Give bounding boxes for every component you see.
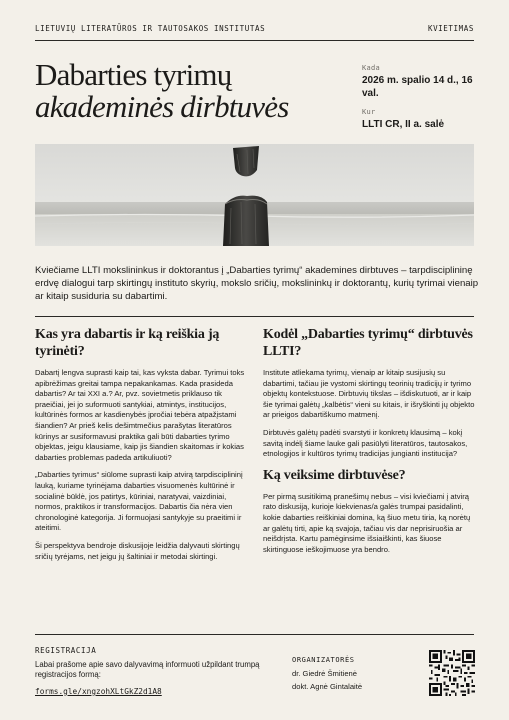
bottom-divider [35,634,474,635]
where-label: Kur [362,108,376,116]
left-column [35,326,247,569]
intro-text: Kviečiame LLTI mokslininkus ir doktorantus į „Dabarties tyrimų“ akademines dirbtuves – tarpdisciplininę erdvę dialogui tarp skirtingų instituto skyrių, mokslo sričių, mokslininkų ir doktorantų, kurių tyrimai vienaip ar kitaip susiduria su dabartimi. [35,265,479,302]
right-heading-why: Kodėl „Dabarties tyrimų“ dirbtuvės LLTI? [263,327,473,359]
institute-name: LIETUVIŲ LITERATŪROS IR TAUTOSAKOS INSTITUTAS [35,24,266,33]
when-value: 2026 m. spalio 14 d., 16 val. [362,75,473,99]
broken-post-photo-icon [35,144,474,246]
title-line-2: akademinės dirbtuvės [35,89,289,124]
right-paragraph: Per pirmą susitikimą pranešimų nebus – visi kviečiami į atvirą rato diskusiją, kurioje kiekvienas/a galės trumpai pasidalinti, kokie dabarties reiškiniai domina, ką šiuo metu tiria, ką norėtų ar galėtų tirti, apie ką svajoja, tačiau vis dar neprisiruošia ar neišdrįsta. Kartu pamėginsime išsiaiškinti, kas šiuose skirtinguose ieškojimuose yra bendro. [263,491,471,554]
right-paragraph: Dirbtuvės galėtų padėti svarstyti ir konkretų klausimą – kokį savitą indėlį šiame lauke gali pasiūlyti literatūros, tautosakos, etnologijos ir kultūros tyrimų tradicijas jungianti institucija? [263,427,468,459]
when-label: Kada [362,64,381,72]
right-paragraph: Institute atliekama tyrimų, vienaip ar kitaip susijusių su dabartimi, tačiau jie vystomi skirtingų teorinių tradicijų ir tyrimo objektų kontekstuose. Dirbtuvių tikslas – išdiskutuoti, ar ir kaip šie tyrimai galėtų „kalbėtis“ vieni su kitais, ir išryškinti jų objekto ar prieigos dabartiškumo matmenį. [263,368,475,420]
left-paragraph: „Dabarties tyrimus“ siūlome suprasti kaip atvirą tarpdisciplininį lauką, kuriame tyrinėjama dabarties visuomenės kultūrinė ir socialinė būklė, jos patirtys, kūriniai, naratyvai, vaizdiniai, normos, praktikos ir transformacijos. Dabartis čia nėra vien chronologinė kategorija. Ji formuojasi santykyje su praeitimi ir ateitimi. [35,470,243,533]
title-line-1: Dabarties tyrimų [35,57,232,92]
qr-code-icon[interactable] [429,650,475,696]
registration-text: Labai prašome apie savo dalyvavimą informuoti užpildant trumpą registracijos formą: [35,660,260,680]
right-heading-what: Ką veiksime dirbtuvėse? [263,467,406,483]
organizer-name: dokt. Agnė Gintalaitė [292,681,363,691]
registration-block [35,646,265,699]
registration-link[interactable]: forms.gle/xngzohXLtGkZ2d1A8 [35,686,162,696]
top-divider [35,40,474,41]
left-paragraph: Ši perspektyva bendroje diskusijoje leidžia dalyvauti skirtingų sričių tyrėjams, net jeigu jų šaltiniai ir metodai skirtingi. [35,540,240,561]
left-heading: Kas yra dabartis ir ką reiškia ją tyrinėti? [35,327,220,359]
left-paragraph: Dabartį lengva suprasti kaip tai, kas vyksta dabar. Tyrimui toks apibrėžimas greitai tampa nepakankamas. Kada prasideda dabartis? Ar tai XXI a.? Ar, pvz. sovietmetis priklauso tik praeičiai, jei jo suformuoti santykiai, atmintys, institucijos, kultūrinės formos ar kasdienybės įpročiai tebėra atpažįstami šiandien? Ar prieš kelis dešimtmečius parašytas literatūros kūrinys ar susiformavusi praktika gali būti dabarties tyrimo objektas, jeigu klausiame, kaip jis šiandien skaitomas ir kokias dabarties problemas padeda artikuliuoti? [35,368,245,462]
top-bar [35,24,474,33]
hero-photo [35,144,474,246]
where-value: LLTI CR, II a. salė [362,119,445,130]
organizers-label: ORGANIZATORĖS [292,656,355,664]
right-column [263,326,475,562]
organizers-block [292,656,412,693]
document-type: KVIETIMAS [427,24,474,33]
intro-divider [35,316,474,317]
event-meta [362,64,482,131]
registration-label: REGISTRACIJA [35,646,97,655]
organizer-name: dr. Giedrė Šmitienė [292,669,357,678]
